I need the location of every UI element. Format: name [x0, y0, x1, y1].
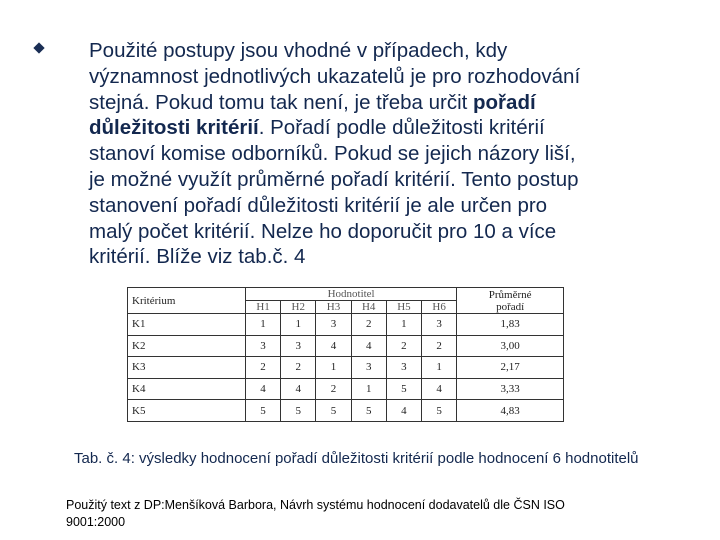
table-cell: K4 [128, 378, 246, 400]
table-row [128, 400, 564, 422]
table-row [128, 335, 564, 357]
text-segment: kritérií. Blíže viz tab.č. 4 [89, 245, 306, 269]
text-segment: významnost jednotlivých ukazatelů je pro rozhodování [89, 64, 581, 88]
table-cell: 4 [316, 335, 351, 357]
paragraph-line [89, 38, 580, 64]
table-cell: 2 [386, 335, 421, 357]
evaluator-header: Hodnotitel [245, 288, 456, 301]
table-cell: 3,33 [457, 378, 564, 400]
table-row [128, 357, 564, 379]
text-segment: je možné využít průměrné pořadí kritérií. Tento postup [89, 167, 579, 191]
table-caption: Tab. č. 4: výsledky hodnocení pořadí důležitosti kritérií podle hodnocení 6 hodnotitelů [74, 450, 639, 467]
table-cell: K2 [128, 335, 246, 357]
table-cell: 5 [316, 400, 351, 422]
table-cell: 3 [316, 314, 351, 336]
table-cell: 5 [245, 400, 280, 422]
table-cell: 1 [386, 314, 421, 336]
table-cell: 2 [281, 357, 316, 379]
paragraph-line [89, 115, 580, 141]
evaluator-column-header: H6 [422, 301, 457, 314]
average-header: Průměrné pořadí [457, 288, 564, 314]
table-cell: 1 [316, 357, 351, 379]
text-segment: malý počet kritérií. Nelze ho doporučit pro 10 a více [89, 219, 557, 243]
text-segment: Použité postupy jsou vhodné v případech, kdy [89, 39, 508, 62]
table-cell: K1 [128, 314, 246, 336]
table-cell: 2,17 [457, 357, 564, 379]
table-cell: 3,00 [457, 335, 564, 357]
ranking-table [127, 287, 564, 422]
main-paragraph [89, 38, 580, 270]
table-row [128, 314, 564, 336]
table-cell: 4 [422, 378, 457, 400]
text-segment: stanovení pořadí důležitosti kritérií je ale určen pro [89, 193, 548, 217]
criterion-header: Kritérium [128, 288, 246, 314]
text-segment: . Pořadí podle důležitosti kritérií [258, 116, 545, 140]
table-cell: 1 [245, 314, 280, 336]
table-row [128, 378, 564, 400]
table-cell: 1,83 [457, 314, 564, 336]
table-cell: K3 [128, 357, 246, 379]
table-cell: 1 [281, 314, 316, 336]
paragraph-line [89, 219, 580, 245]
evaluator-column-header: H4 [351, 301, 386, 314]
table-cell: K5 [128, 400, 246, 422]
table-cell: 5 [351, 400, 386, 422]
paragraph-line [89, 141, 580, 167]
table-cell: 5 [281, 400, 316, 422]
table-cell: 3 [245, 335, 280, 357]
evaluator-column-header: H5 [386, 301, 421, 314]
paragraph-line [89, 193, 580, 219]
table-cell: 4,83 [457, 400, 564, 422]
table-cell: 4 [245, 378, 280, 400]
table-cell: 5 [422, 400, 457, 422]
paragraph-line [89, 244, 580, 270]
table-cell: 2 [351, 314, 386, 336]
table-cell: 1 [422, 357, 457, 379]
bullet-icon [33, 42, 44, 53]
table-cell: 5 [386, 378, 421, 400]
emphasis-text: pořadí [473, 90, 536, 114]
table-cell: 1 [351, 378, 386, 400]
table-cell: 3 [422, 314, 457, 336]
table-cell: 3 [351, 357, 386, 379]
paragraph-line [89, 167, 580, 193]
text-segment: stanoví komise odborníků. Pokud se jejich názory liší, [89, 142, 576, 166]
source-note: Použitý text z DP:Menšíková Barbora, Návrh systému hodnocení dodavatelů dle ČSN ISO 9001:2000 [66, 498, 565, 529]
paragraph-line [89, 90, 580, 116]
table-cell: 4 [351, 335, 386, 357]
table-cell: 3 [386, 357, 421, 379]
paragraph-line [89, 64, 580, 90]
evaluator-column-header: H3 [316, 301, 351, 314]
table-cell: 4 [281, 378, 316, 400]
table-cell: 2 [245, 357, 280, 379]
text-segment: stejná. Pokud tomu tak není, je třeba určit [89, 90, 474, 114]
emphasis-text: důležitosti kritérií [89, 116, 259, 140]
table-cell: 2 [422, 335, 457, 357]
table-cell: 3 [281, 335, 316, 357]
evaluator-column-header: H2 [281, 301, 316, 314]
evaluator-column-header: H1 [245, 301, 280, 314]
table-cell: 4 [386, 400, 421, 422]
table-cell: 2 [316, 378, 351, 400]
